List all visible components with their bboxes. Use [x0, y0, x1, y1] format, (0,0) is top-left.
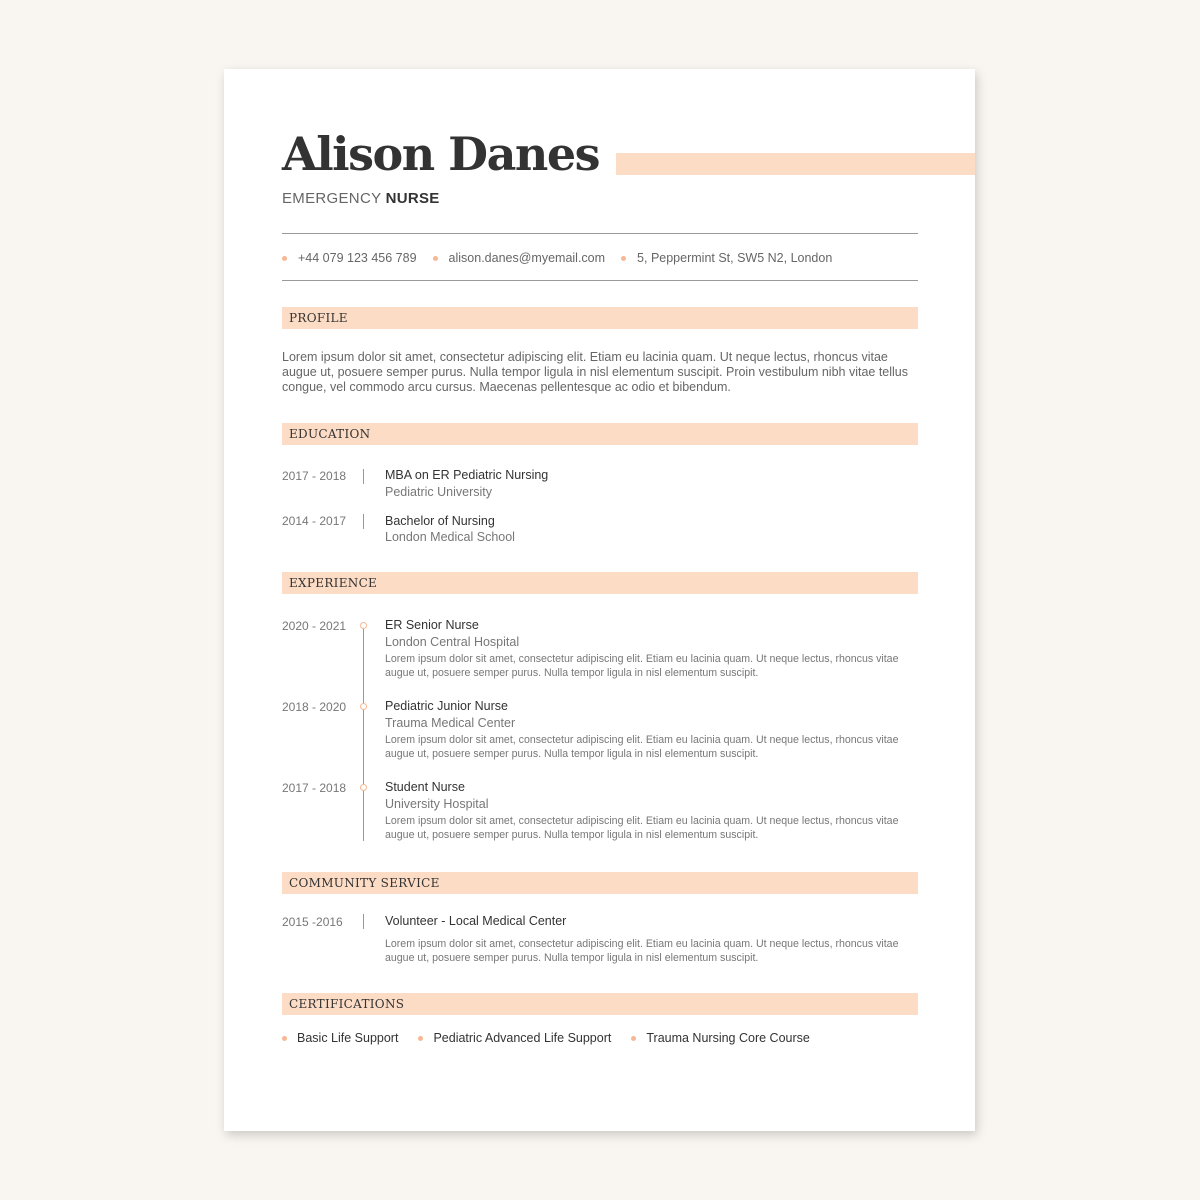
profile-text: Lorem ipsum dolor sit amet, consectetur adipiscing elit. Etiam eu lacinia quam. Ut neque lectus, rhoncus vitae augue ut, posuere semper purus. Nulla tempor ligula in nisl elementum suscipit. Proin vestibulum nibh vitae tellus congue, vel commodo arcu cursus. Maecenas pellentesque ac odio et bibendum.: [282, 350, 909, 394]
separator-line: [363, 469, 364, 484]
separator-line: [363, 914, 364, 929]
experience-years: 2020 - 2021: [282, 619, 347, 633]
separator-line: [363, 514, 364, 529]
timeline-dot-icon: [360, 703, 367, 710]
bullet-icon: [621, 256, 626, 261]
contact-phone[interactable]: +44 079 123 456 789: [298, 251, 417, 265]
experience-years: 2017 - 2018: [282, 781, 347, 795]
contact-row: [282, 250, 848, 266]
bullet-icon: [418, 1036, 423, 1041]
bullet-icon: [433, 256, 438, 261]
job-title: [282, 190, 440, 207]
education-degree: MBA on ER Pediatric Nursing: [385, 468, 549, 482]
experience-description: Lorem ipsum dolor sit amet, consectetur adipiscing elit. Etiam eu lacinia quam. Ut neque lectus, rhoncus vitae augue ut, posuere semper purus. Nulla tempor ligula in nisl elementum suscipit.: [385, 653, 899, 679]
bullet-icon: [282, 256, 287, 261]
bullet-icon: [282, 1036, 287, 1041]
experience-timeline: [363, 627, 364, 841]
resume-page: [224, 69, 975, 1131]
education-years: 2017 - 2018: [282, 469, 347, 483]
community-title: Volunteer - Local Medical Center: [385, 914, 567, 928]
section-header-certifications: [282, 993, 918, 1015]
contact-address: 5, Peppermint St, SW5 N2, London: [637, 251, 833, 265]
experience-description: Lorem ipsum dolor sit amet, consectetur adipiscing elit. Etiam eu lacinia quam. Ut neque lectus, rhoncus vitae augue ut, posuere semper purus. Nulla tempor ligula in nisl elementum suscipit.: [385, 734, 899, 760]
experience-title: Pediatric Junior Nurse: [385, 699, 508, 713]
experience-employer: Trauma Medical Center: [385, 716, 516, 730]
certifications-list: [282, 1030, 830, 1046]
section-title: EXPERIENCE: [289, 576, 378, 590]
candidate-name: Alison Danes: [282, 127, 599, 181]
education-school: Pediatric University: [385, 485, 492, 499]
section-title: CERTIFICATIONS: [289, 997, 405, 1011]
experience-employer: University Hospital: [385, 797, 489, 811]
certification-item: Trauma Nursing Core Course: [646, 1031, 810, 1045]
section-header-experience: [282, 572, 918, 594]
section-title: COMMUNITY SERVICE: [289, 876, 440, 890]
experience-description: Lorem ipsum dolor sit amet, consectetur adipiscing elit. Etiam eu lacinia quam. Ut neque lectus, rhoncus vitae augue ut, posuere semper purus. Nulla tempor ligula in nisl elementum suscipit.: [385, 815, 899, 841]
experience-title: Student Nurse: [385, 780, 465, 794]
section-header-community-service: [282, 872, 918, 894]
experience-title: ER Senior Nurse: [385, 618, 479, 632]
education-years: 2014 - 2017: [282, 514, 347, 528]
section-title: PROFILE: [289, 311, 348, 325]
bullet-icon: [631, 1036, 636, 1041]
community-description: Lorem ipsum dolor sit amet, consectetur adipiscing elit. Etiam eu lacinia quam. Ut neque lectus, rhoncus vitae augue ut, posuere semper purus. Nulla tempor ligula in nisl elementum suscipit.: [385, 938, 899, 964]
section-title: EDUCATION: [289, 427, 371, 441]
divider-bottom: [282, 280, 918, 281]
job-title-prefix: EMERGENCY: [282, 190, 382, 207]
certification-item: Basic Life Support: [297, 1031, 399, 1045]
certification-item: Pediatric Advanced Life Support: [433, 1031, 612, 1045]
community-years: 2015 -2016: [282, 915, 343, 929]
section-header-profile: [282, 307, 918, 329]
job-title-bold: NURSE: [385, 190, 440, 207]
section-header-education: [282, 423, 918, 445]
divider-top: [282, 233, 918, 234]
experience-employer: London Central Hospital: [385, 635, 520, 649]
contact-email[interactable]: alison.danes@myemail.com: [448, 251, 606, 265]
timeline-dot-icon: [360, 784, 367, 791]
header-accent-bar: [616, 153, 975, 175]
timeline-dot-icon: [360, 622, 367, 629]
education-school: London Medical School: [385, 530, 515, 544]
education-degree: Bachelor of Nursing: [385, 514, 495, 528]
experience-years: 2018 - 2020: [282, 700, 347, 714]
